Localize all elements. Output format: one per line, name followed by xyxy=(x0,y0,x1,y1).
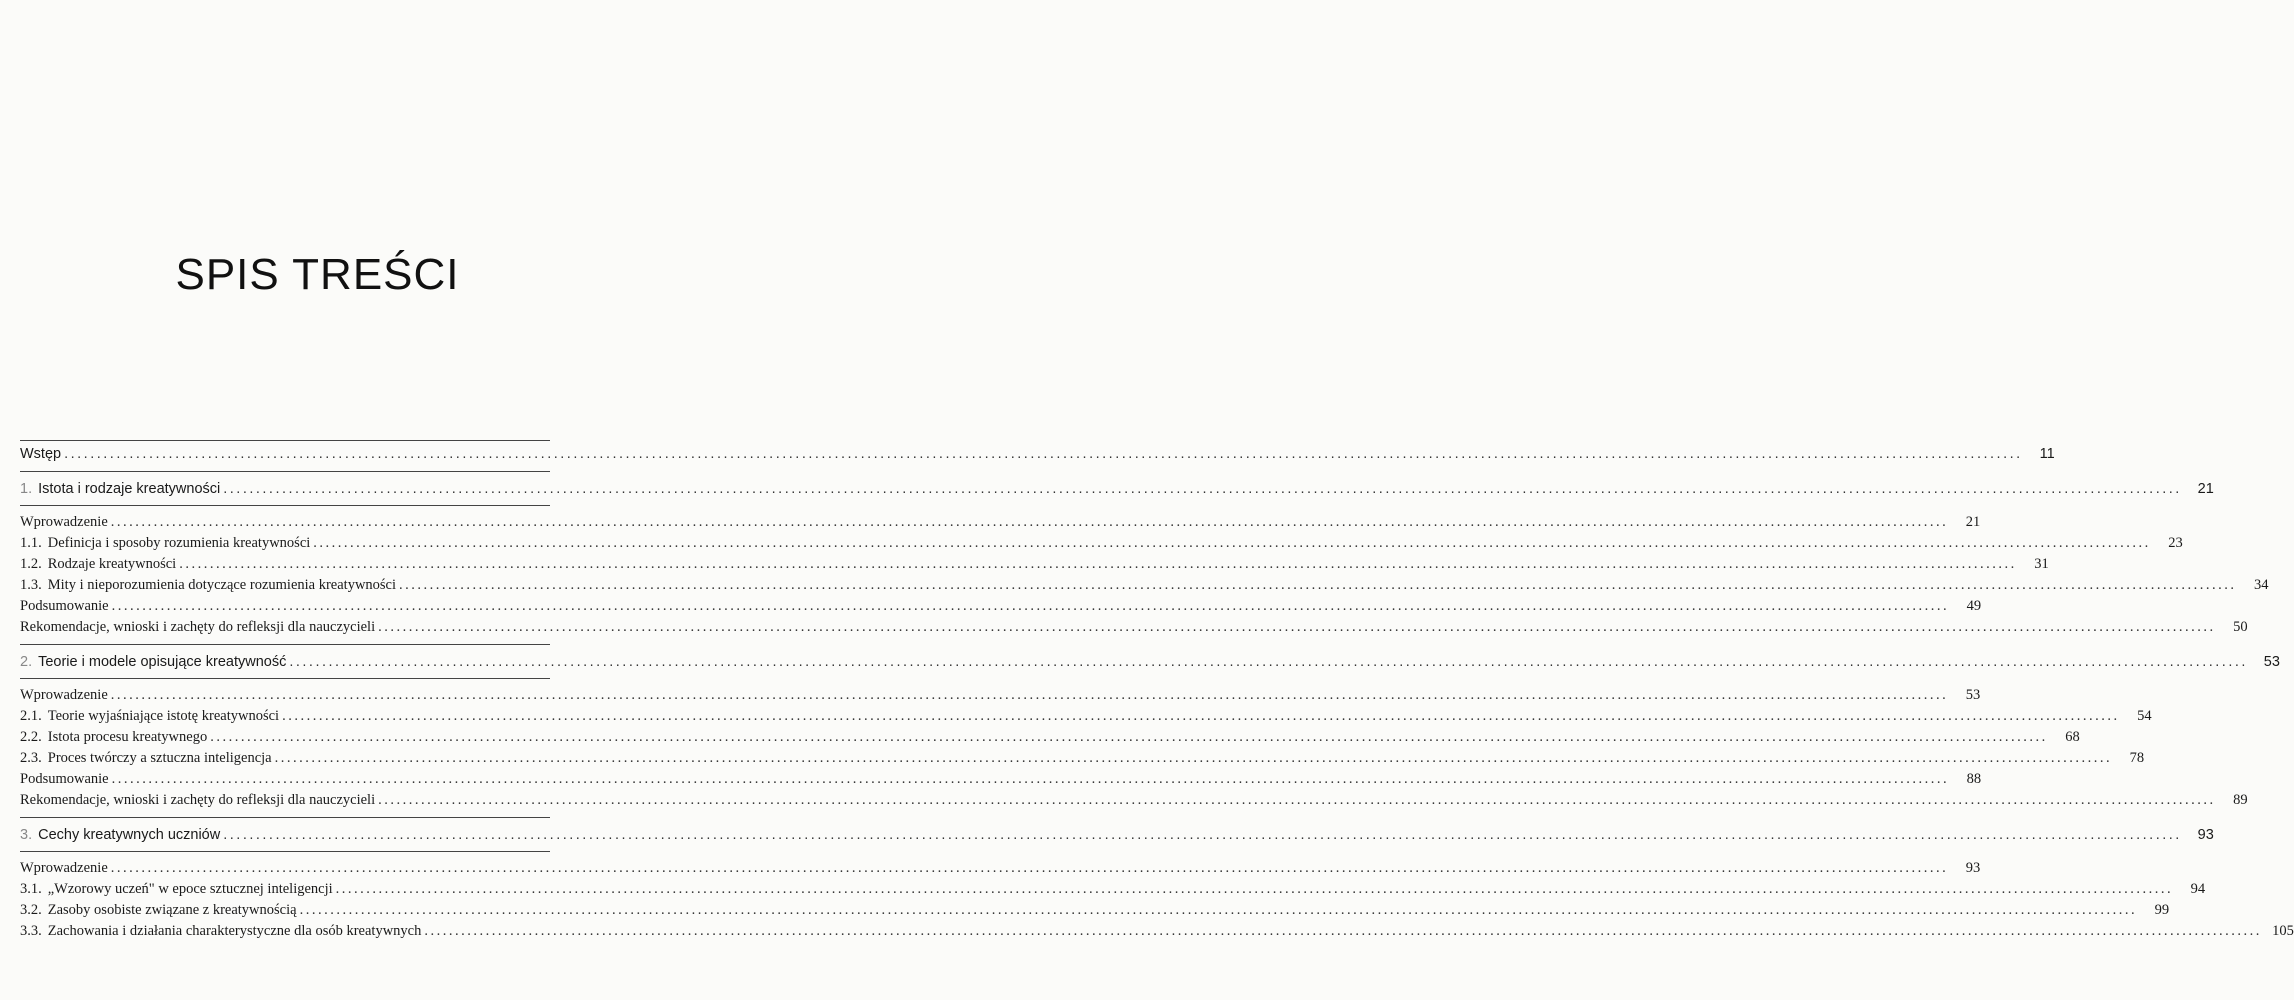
toc-label: Proces twórczy a sztuczna inteligencja xyxy=(47,750,272,766)
leader-dots: ............................................................................................................................................................................................................................................................................................................ xyxy=(223,481,2182,497)
toc-page-number: 89 xyxy=(2233,792,2248,808)
section-divider xyxy=(20,851,550,852)
leader-dots: ............................................................................................................................................................................................................................................................................................................ xyxy=(223,827,2182,843)
toc-number: 2.2. xyxy=(20,729,42,745)
toc-number: 1.1. xyxy=(20,535,42,551)
leader-dots: ............................................................................................................................................................................................................................................................................................................ xyxy=(110,687,1949,703)
toc-page-number: 23 xyxy=(2168,535,2183,551)
leader-dots: ............................................................................................................................................................................................................................................................................................................ xyxy=(274,750,2113,766)
section-divider xyxy=(20,644,550,645)
toc-entry[interactable] xyxy=(20,859,1981,877)
page-title: SPIS TREŚCI xyxy=(175,250,460,299)
toc-page-number: 34 xyxy=(2254,577,2269,593)
leader-dots: ............................................................................................................................................................................................................................................................................................................ xyxy=(424,923,2262,939)
section-divider xyxy=(20,817,550,818)
toc-chapter[interactable] xyxy=(20,480,2214,498)
toc-page-number: 93 xyxy=(1965,860,1981,876)
toc-page-number: 68 xyxy=(2065,729,2080,745)
section-divider xyxy=(20,505,550,506)
toc-label: Rekomendacje, wnioski i zachęty do refleksji dla nauczycieli xyxy=(20,792,376,808)
toc-label: Istota i rodzaje kreatywności xyxy=(38,481,221,497)
leader-dots: ............................................................................................................................................................................................................................................................................................................ xyxy=(110,514,1949,530)
section-divider xyxy=(20,440,550,441)
toc-entry[interactable] xyxy=(20,922,2294,940)
toc-label: Teorie wyjaśniające istotę kreatywności xyxy=(47,708,280,724)
toc-page-number: 99 xyxy=(2154,902,2170,918)
toc-page-number: 94 xyxy=(2190,881,2206,897)
toc-label: Wprowadzenie xyxy=(20,860,108,876)
toc-entry[interactable] xyxy=(20,749,2145,767)
toc-label: Podsumowanie xyxy=(20,771,109,787)
toc-entry[interactable] xyxy=(20,534,2183,552)
toc-entry[interactable] xyxy=(20,901,2170,919)
toc-label: Wprowadzenie xyxy=(20,514,108,530)
toc-page-number: 49 xyxy=(1966,598,1982,614)
leader-dots: ............................................................................................................................................................................................................................................................................................................ xyxy=(399,577,2237,593)
toc-entry[interactable] xyxy=(20,791,2248,809)
toc-entry[interactable] xyxy=(20,576,2269,594)
section-divider xyxy=(20,471,550,472)
toc-label: Podsumowanie xyxy=(20,598,109,614)
leader-dots: ............................................................................................................................................................................................................................................................................................................ xyxy=(378,619,2216,635)
toc-intro[interactable] xyxy=(20,445,2055,463)
toc-page-number: 88 xyxy=(1966,771,1982,787)
leader-dots: ............................................................................................................................................................................................................................................................................................................ xyxy=(313,535,2151,551)
toc-page-number: 50 xyxy=(2233,619,2248,635)
section-divider xyxy=(20,678,550,679)
leader-dots: ............................................................................................................................................................................................................................................................................................................ xyxy=(289,654,2248,670)
toc-label: Rekomendacje, wnioski i zachęty do refleksji dla nauczycieli xyxy=(20,619,376,635)
toc-page-number: 93 xyxy=(2197,827,2214,843)
toc-entry[interactable] xyxy=(20,618,2248,636)
toc-page-number: 53 xyxy=(1965,687,1981,703)
toc-page-number: 53 xyxy=(2263,654,2280,670)
toc-entry[interactable] xyxy=(20,880,2206,898)
toc-label: Rodzaje kreatywności xyxy=(47,556,177,572)
toc-page-number: 11 xyxy=(2039,446,2055,462)
toc-entry[interactable] xyxy=(20,513,1981,531)
leader-dots: ............................................................................................................................................................................................................................................................................................................ xyxy=(210,729,2048,745)
leader-dots: ............................................................................................................................................................................................................................................................................................................ xyxy=(110,860,1949,876)
leader-dots: ............................................................................................................................................................................................................................................................................................................ xyxy=(179,556,2017,572)
leader-dots: ............................................................................................................................................................................................................................................................................................................ xyxy=(335,881,2174,897)
toc-page-number: 21 xyxy=(1965,514,1981,530)
toc-page-number: 31 xyxy=(2034,556,2049,572)
toc-label: Wstęp xyxy=(20,446,62,462)
toc-page-number: 78 xyxy=(2129,750,2145,766)
toc-number: 3.1. xyxy=(20,881,42,897)
toc-entry[interactable] xyxy=(20,555,2049,573)
toc-label: Definicja i sposoby rozumienia kreatywności xyxy=(47,535,311,551)
toc-chapter[interactable] xyxy=(20,653,2280,671)
toc-entry[interactable] xyxy=(20,597,1982,615)
leader-dots: ............................................................................................................................................................................................................................................................................................................ xyxy=(64,446,2023,462)
toc-number: 2.3. xyxy=(20,750,42,766)
toc-entry[interactable] xyxy=(20,770,1982,788)
toc-number: 3. xyxy=(20,827,33,843)
toc-number: 2. xyxy=(20,654,33,670)
toc-label: Teorie i modele opisujące kreatywność xyxy=(38,654,287,670)
leader-dots: ............................................................................................................................................................................................................................................................................................................ xyxy=(111,598,1950,614)
toc-chapter[interactable] xyxy=(20,826,2214,844)
toc-label: „Wzorowy uczeń" w epoce sztucznej inteligencji xyxy=(47,881,333,897)
toc-number: 2.1. xyxy=(20,708,42,724)
toc-page-number: 21 xyxy=(2197,481,2214,497)
toc-label: Mity i nieporozumienia dotyczące rozumienia kreatywności xyxy=(47,577,397,593)
toc-number: 3.3. xyxy=(20,923,42,939)
toc-number: 1. xyxy=(20,481,33,497)
toc-number: 1.3. xyxy=(20,577,42,593)
table-of-contents xyxy=(20,440,2294,940)
leader-dots: ............................................................................................................................................................................................................................................................................................................ xyxy=(299,902,2138,918)
leader-dots: ............................................................................................................................................................................................................................................................................................................ xyxy=(282,708,2120,724)
toc-page-number: 54 xyxy=(2137,708,2152,724)
toc-entry[interactable] xyxy=(20,707,2152,725)
toc-label: Wprowadzenie xyxy=(20,687,108,703)
leader-dots: ............................................................................................................................................................................................................................................................................................................ xyxy=(378,792,2216,808)
toc-entry[interactable] xyxy=(20,686,1981,704)
leader-dots: ............................................................................................................................................................................................................................................................................................................ xyxy=(111,771,1950,787)
toc-entry[interactable] xyxy=(20,728,2080,746)
toc-number: 1.2. xyxy=(20,556,42,572)
toc-label: Cechy kreatywnych uczniów xyxy=(38,827,221,843)
toc-label: Istota procesu kreatywnego xyxy=(47,729,208,745)
toc-number: 3.2. xyxy=(20,902,42,918)
toc-label: Zachowania i działania charakterystyczne dla osób kreatywnych xyxy=(47,923,422,939)
toc-page-number: 105 xyxy=(2272,923,2294,939)
toc-label: Zasoby osobiste związane z kreatywnością xyxy=(47,902,297,918)
